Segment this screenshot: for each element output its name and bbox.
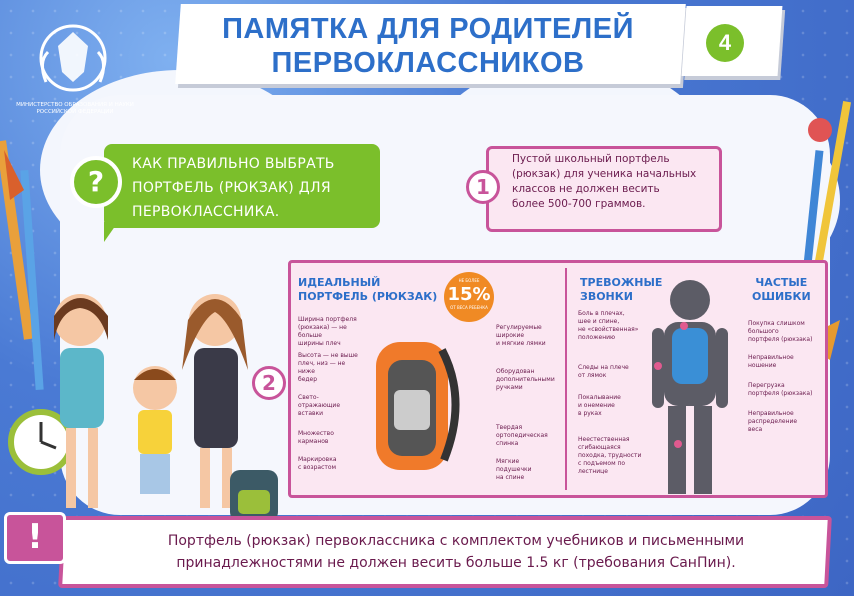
page-number-badge: 4 — [706, 24, 744, 62]
question-mark-icon: ? — [70, 156, 122, 208]
label-line: Маркировка — [298, 456, 337, 463]
alarm-label — [578, 436, 650, 476]
label-line: бедер — [298, 376, 318, 383]
left-label — [298, 352, 362, 384]
ideal-title-line: ИДЕАЛЬНЫЙ — [298, 276, 381, 289]
label-line: Следы на плече — [578, 364, 629, 371]
mistakes-title-line: ЧАСТЫЕ — [755, 276, 808, 289]
warning-line: Портфель (рюкзак) первоклассника с комплектом учебников и письменными — [167, 533, 745, 549]
label-line: карманов — [298, 438, 329, 445]
ideal-bag-title — [298, 276, 437, 304]
page-title — [183, 12, 673, 80]
question-line: ПОРТФЕЛЬ (РЮКЗАК) ДЛЯ — [132, 180, 331, 196]
label-line: положению — [578, 334, 616, 341]
label-line: не «свойственная» — [578, 326, 639, 333]
label-line: Оборудован — [496, 368, 535, 375]
right-label — [496, 458, 556, 482]
warning-line: принадлежностями не должен весить больше 1.5 кг (требования СанПин). — [176, 555, 736, 571]
question-bubble-tail — [104, 222, 118, 242]
label-line: Неправильное — [748, 354, 794, 361]
label-line: большого — [748, 328, 779, 335]
label-line: Регулируемые — [496, 324, 542, 331]
label-line: Ширина портфеля — [298, 316, 357, 323]
label-line: Неестественная — [578, 436, 630, 443]
question-text — [132, 152, 382, 224]
label-line: широкие — [496, 332, 525, 339]
label-line: портфеля (рюкзака) — [748, 336, 813, 343]
mistake-label — [748, 410, 820, 434]
label-line: от лямок — [578, 372, 607, 379]
mistake-label — [748, 354, 820, 370]
label-line: Твердая — [496, 424, 523, 431]
alarm-label — [578, 394, 650, 418]
label-line: сгибающаяся — [578, 444, 621, 451]
mistake-label — [748, 320, 820, 344]
label-line: шее и спине, — [578, 318, 620, 325]
label-line: и онемение — [578, 402, 615, 409]
percent-note-top: НЕ БОЛЕЕ — [458, 278, 480, 283]
panel-divider — [565, 268, 567, 490]
label-line: Перегрузка — [748, 382, 785, 389]
label-line: Высота — не выше — [298, 352, 358, 359]
label-line: плеч, низ — не ниже — [298, 360, 346, 375]
label-line: в руках — [578, 410, 602, 417]
label-line: ручками — [496, 384, 523, 391]
label-line: Покупка слишком — [748, 320, 805, 327]
ministry-line: МИНИСТЕРСТВО ОБРАЗОВАНИЯ И НАУКИ — [16, 102, 134, 108]
label-line: отражающие — [298, 402, 341, 409]
label-line: (рюкзака) — не больше — [298, 324, 347, 339]
left-label — [298, 394, 362, 418]
label-line: ортопедическая — [496, 432, 548, 439]
label-line: распределение — [748, 418, 798, 425]
left-label — [298, 456, 362, 472]
ideal-backpack-illustration — [358, 330, 468, 480]
tip-2-number: 2 — [252, 366, 286, 400]
label-line: Боль в плечах, — [578, 310, 625, 317]
left-label — [298, 430, 362, 446]
school-backpack-icon — [226, 460, 282, 524]
label-line: походка, трудности — [578, 452, 642, 459]
weight-percent-badge — [444, 272, 494, 322]
right-label — [496, 324, 556, 348]
label-line: на спине — [496, 474, 525, 481]
tip-1-text — [512, 152, 717, 212]
label-line: подушечки — [496, 466, 532, 473]
label-line: и мягкие лямки — [496, 340, 546, 347]
tip-line: более 500-700 граммов. — [512, 198, 646, 210]
mistakes-title-line: ОШИБКИ — [752, 290, 811, 303]
label-line: ношение — [748, 362, 777, 369]
mistakes-title — [752, 276, 811, 304]
percent-note-bottom: ОТ ВЕСА РЕБЕНКА — [450, 305, 488, 310]
alarm-label — [578, 364, 650, 380]
label-line: ширины плеч — [298, 340, 341, 347]
alarm-title-line: ЗВОНКИ — [580, 290, 633, 303]
exclamation-icon: ! — [4, 512, 66, 564]
mistake-label — [748, 382, 820, 398]
title-line: ПЕРВОКЛАССНИКОВ — [271, 47, 585, 79]
label-line: с возрастом — [298, 464, 337, 471]
title-line: ПАМЯТКА ДЛЯ РОДИТЕЛЕЙ — [222, 13, 634, 45]
tip-line: (рюкзак) для ученика начальных — [512, 168, 697, 180]
alarm-label — [578, 310, 650, 342]
tip-1-number: 1 — [466, 170, 500, 204]
ministry-caption — [10, 102, 140, 116]
child-silhouette-illustration — [650, 278, 730, 498]
label-line: Мягкие — [496, 458, 520, 465]
tip-line: Пустой школьный портфель — [512, 153, 670, 165]
ministry-line: РОССИЙСКОЙ ФЕДЕРАЦИИ — [36, 109, 114, 115]
warning-text — [96, 530, 816, 574]
question-line: ПЕРВОКЛАССНИКА. — [132, 204, 280, 220]
ideal-title-line: ПОРТФЕЛЬ (РЮКЗАК) — [298, 290, 438, 303]
right-label — [496, 368, 556, 392]
label-line: с подъемом по лестнице — [578, 460, 626, 475]
label-line: портфеля (рюкзака) — [748, 390, 813, 397]
alarm-title-line: ТРЕВОЖНЫЕ — [580, 276, 663, 289]
label-line: Свето- — [298, 394, 319, 401]
right-label — [496, 424, 556, 448]
label-line: спинка — [496, 440, 519, 447]
percent-value: 15% — [447, 284, 491, 305]
label-line: Множество — [298, 430, 334, 437]
question-line: КАК ПРАВИЛЬНО ВЫБРАТЬ — [132, 156, 335, 172]
tip-line: классов не должен весить — [512, 183, 660, 195]
label-line: веса — [748, 426, 763, 433]
label-line: Покалывание — [578, 394, 621, 401]
label-line: дополнительными — [496, 376, 555, 383]
label-line: вставки — [298, 410, 324, 417]
left-label — [298, 316, 362, 348]
label-line: Неправильное — [748, 410, 794, 417]
